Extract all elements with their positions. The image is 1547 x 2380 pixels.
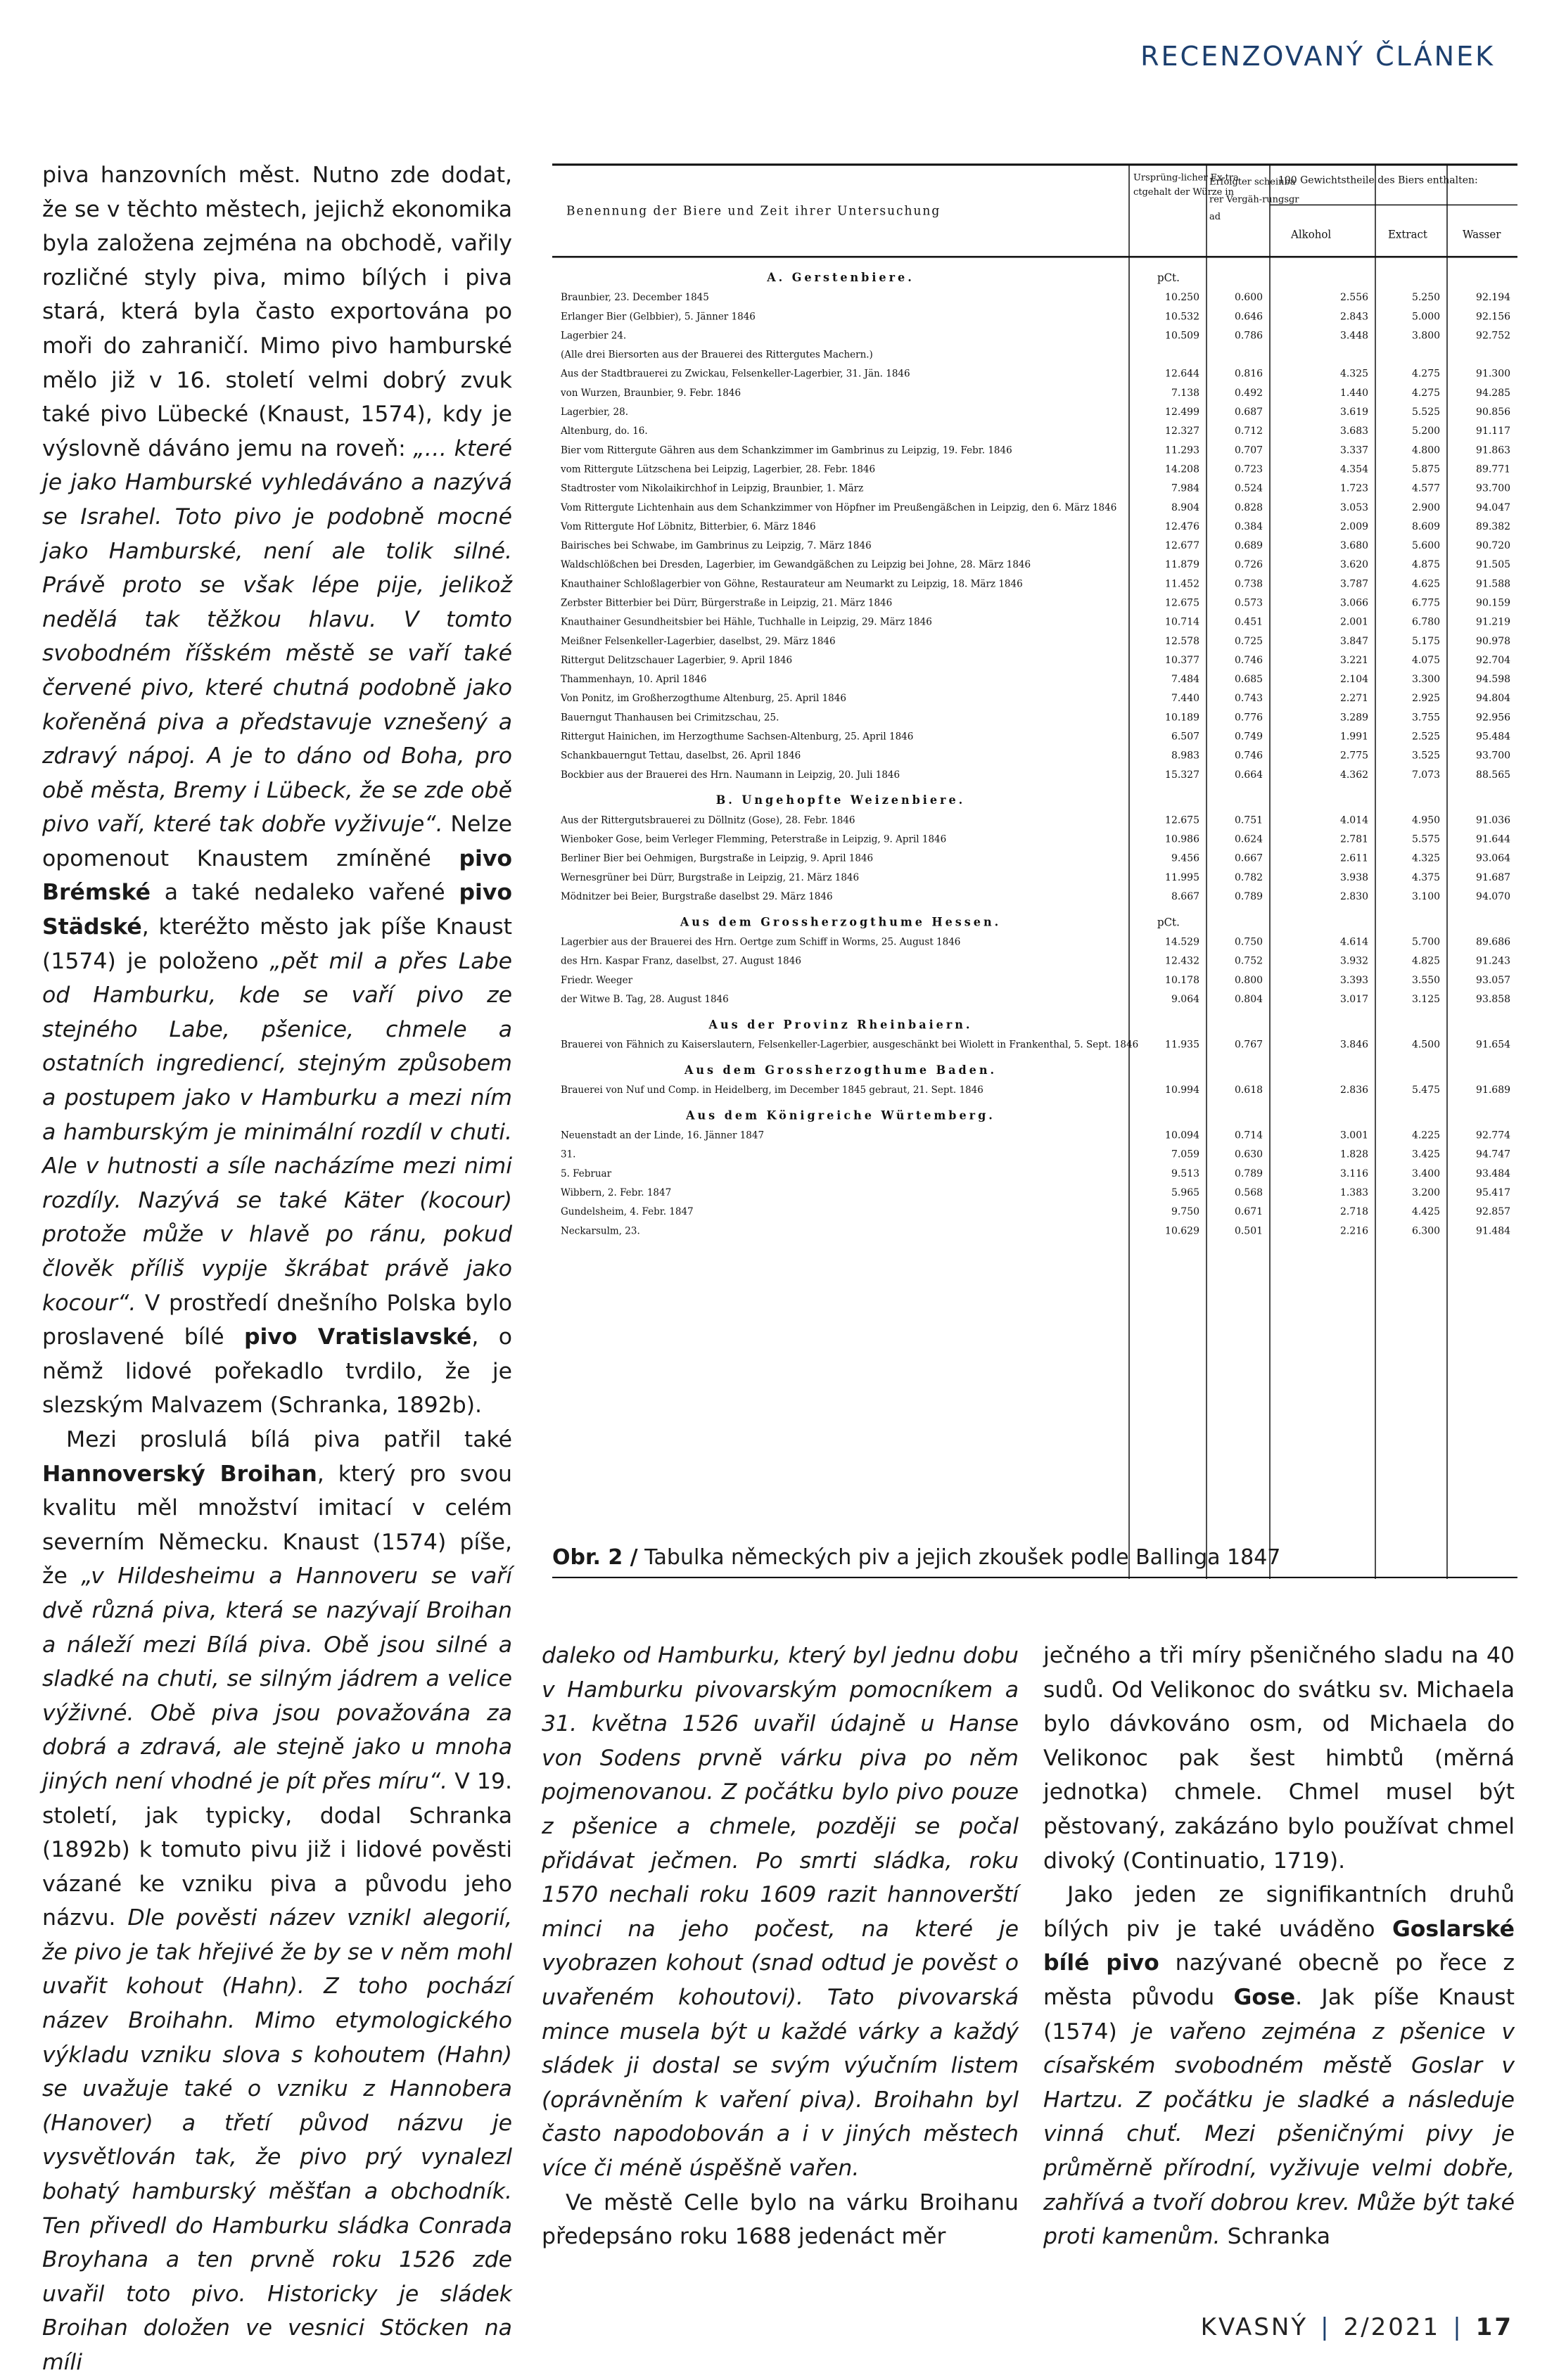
- table-row-name: Brauerei von Fähnich zu Kaiserslautern, Felsenkeller-Lagerbier, ausgeschänkt bei Wiolett in Frankenthal, 5. Sept. 1846: [561, 1039, 1139, 1051]
- table-row-name: Mödnitzer bei Beier, Burgstraße daselbst 29. März 1846: [561, 890, 833, 903]
- header-c2c: ad: [1209, 211, 1221, 222]
- table-cell: 0.624: [1234, 833, 1263, 845]
- table-row-name: Meißner Felsenkeller-Lagerbier, daselbst, 29. März 1846: [561, 635, 836, 647]
- header-c3: Alkohol: [1291, 228, 1332, 241]
- table-cell: 0.712: [1234, 426, 1263, 437]
- table-cell: 90.720: [1476, 539, 1510, 552]
- table-cell: 0.752: [1234, 955, 1263, 967]
- table-cell: 8.983: [1171, 750, 1199, 762]
- table-cell: 5.700: [1411, 936, 1440, 948]
- table-cell: 3.400: [1411, 1167, 1440, 1179]
- table-row-name: Waldschlößchen bei Dresden, Lagerbier, im Gewandgäßchen zu Leipzig bei Johne, 28. März 1846: [561, 559, 1031, 571]
- table-cell: 4.014: [1339, 814, 1368, 826]
- table-cell: 91.243: [1476, 955, 1510, 967]
- table-cell: 2.009: [1339, 520, 1368, 532]
- table-cell: 92.752: [1476, 330, 1510, 342]
- table-cell: 93.057: [1476, 974, 1510, 986]
- table-cell: 1.828: [1339, 1149, 1368, 1160]
- caption-text: Tabulka německých piv a jejich zkoušek podle Ballinga 1847: [637, 1545, 1281, 1570]
- section-title: Aus der Provinz Rheinbaiern.: [708, 1018, 973, 1032]
- table-cell: 0.800: [1234, 974, 1263, 986]
- table-cell: 9.513: [1171, 1167, 1199, 1179]
- table-row-name: Bauerngut Thanhausen bei Crimitzschau, 25.: [561, 712, 779, 724]
- table-row-name: Knauthainer Schloßlagerbier von Göhne, Restaurateur am Neumarkt zu Leipzig, 18. März 1846: [561, 578, 1023, 590]
- table-cell: 3.525: [1411, 750, 1440, 762]
- table-cell: 12.476: [1165, 520, 1199, 532]
- table-cell: 6.775: [1411, 597, 1440, 609]
- table-row-name: Knauthainer Gesundheitsbier bei Hähle, Tuchhalle in Leipzig, 29. März 1846: [561, 616, 932, 628]
- table-cell: 93.700: [1476, 750, 1510, 762]
- table-cell: 12.327: [1165, 426, 1199, 437]
- table-cell: 6.780: [1411, 616, 1440, 628]
- table-cell: 5.250: [1411, 292, 1440, 304]
- table-cell: 12.675: [1165, 814, 1199, 826]
- table-cell: 0.568: [1234, 1186, 1263, 1199]
- table-row-name: Bier vom Rittergute Gähren aus dem Schankzimmer im Gambrinus zu Leipzig, 19. Febr. 1846: [561, 444, 1012, 456]
- text-column-3: [1043, 1639, 1515, 2254]
- table-cell: 2.001: [1339, 616, 1368, 628]
- table-cell: 3.116: [1339, 1167, 1368, 1179]
- table-cell: 91.654: [1476, 1039, 1510, 1051]
- table-cell: 3.125: [1411, 993, 1440, 1005]
- table-cell: 7.440: [1171, 693, 1199, 705]
- table-row-name: Schankbauerngut Tettau, daselbst, 26. April 1846: [561, 750, 801, 762]
- table-row-name: 5. Februar: [561, 1167, 612, 1179]
- table-cell: 3.932: [1339, 955, 1368, 967]
- table-cell: 11.452: [1165, 578, 1199, 590]
- table-cell: 2.836: [1339, 1084, 1368, 1096]
- table-row-name: Rittergut Delitzschauer Lagerbier, 9. April 1846: [561, 654, 793, 667]
- table-cell: 5.525: [1411, 406, 1440, 418]
- table-row-name: Lagerbier, 28.: [561, 406, 629, 418]
- section-title: A. Gerstenbiere.: [767, 270, 915, 285]
- table-cell: 4.500: [1411, 1039, 1440, 1051]
- table-cell: 4.577: [1411, 482, 1440, 494]
- table-cell: 4.625: [1411, 578, 1440, 590]
- table-cell: 11.995: [1165, 871, 1199, 883]
- table-row-name: Erlanger Bier (Gelbbier), 5. Jänner 1846: [561, 311, 756, 323]
- table-cell: 2.830: [1339, 890, 1368, 903]
- table-cell: 15.327: [1165, 769, 1199, 781]
- table-cell: 0.751: [1234, 814, 1263, 826]
- table-cell: 0.492: [1234, 387, 1263, 399]
- table-cell: 5.965: [1171, 1186, 1199, 1199]
- table-cell: 4.275: [1411, 387, 1440, 399]
- table-cell: 91.036: [1476, 814, 1510, 826]
- table-cell: 3.066: [1339, 597, 1368, 609]
- table-cell: 0.685: [1234, 673, 1263, 686]
- header-c5: Wasser: [1463, 228, 1501, 241]
- table-cell: 3.448: [1339, 330, 1368, 342]
- table-cell: 2.556: [1339, 292, 1368, 304]
- table-cell: 0.723: [1234, 463, 1263, 475]
- table-cell: 3.680: [1339, 539, 1368, 552]
- table-cell: 94.598: [1476, 673, 1510, 686]
- table-cell: 4.075: [1411, 654, 1440, 667]
- section-title: B. Ungehopfte Weizenbiere.: [715, 793, 966, 807]
- table-cell: 10.377: [1165, 654, 1199, 667]
- table-cell: 4.425: [1411, 1206, 1440, 1218]
- table-row-name: (Alle drei Biersorten aus der Brauerei des Rittergutes Machern.): [561, 349, 873, 361]
- section-title: Aus dem Königreiche Würtemberg.: [686, 1108, 995, 1122]
- table-cell: 3.846: [1339, 1039, 1368, 1051]
- table-cell: 92.774: [1476, 1130, 1510, 1141]
- table-cell: 0.689: [1234, 539, 1263, 552]
- text-column-2: [542, 1639, 1019, 2254]
- table-cell: 2.104: [1339, 673, 1368, 686]
- table-cell: 92.956: [1476, 712, 1510, 724]
- table-cell: 0.789: [1234, 890, 1263, 903]
- table-cell: 95.417: [1476, 1186, 1510, 1199]
- header-c1b: ctgehalt der Würze in: [1133, 186, 1234, 198]
- figure-caption: [552, 1545, 1280, 1570]
- table-cell: 2.718: [1339, 1206, 1368, 1218]
- table-cell: 2.525: [1411, 731, 1440, 743]
- table-row-name: vom Rittergute Lützschena bei Leipzig, Lagerbier, 28. Febr. 1846: [561, 463, 876, 475]
- table-cell: 5.200: [1411, 426, 1440, 437]
- table-cell: 93.064: [1476, 852, 1510, 864]
- page-footer: [1201, 2313, 1513, 2341]
- paragraph: ječného a tři míry pšeničného sladu na 40 sudů. Od Velikonoc do svátku sv. Michaela bylo dávkováno osm, od Michaela do Velikonoc pak šest himbtů (měrná jednotka) chmele. Chmel musel být pěstovaný, zakázáno bylo používat chmel divoký (Continuatio, 1719).: [1043, 1643, 1515, 1874]
- table-row-name: Braunbier, 23. December 1845: [561, 292, 709, 304]
- paragraph: piva hanzovních měst. Nutno zde dodat, že se v těchto městech, jejichž ekonomika byla založena zejména na obchodě, vařily rozličné styly piva, mimo bílých i piva stará, která byla často exportována po moři do zahraničí. Mimo pivo hamburské mělo již v 16. století velmi dobrý zvuk také pivo Lübecké (Knaust, 1574), kdy je výslovně dáváno jemu na roveň: „… které je jako Hamburské vyhledáváno a nazývá se Israhel. Toto pivo je podobně mocné jako Hamburské, není ale tolik silné. Právě proto se však lépe pije, jelikož nedělá tak těžkou hlavu. V tomto svobodném říšském městě se vaří také červené pivo, které chutná podobně jako kořeněná piva a představuje vznešený a zdravý nápoj. A je to dáno od Boha, pro obě města, Bremy i Lübeck, že se zde obě pivo vaří, které tak dobře vyživuje“. Nelze opomenout Knaustem zmíněné pivo Brémské a také nedaleko vařené pivo Städské, kteréžto město jak píše Knaust (1574) je položeno „pět mil a přes Labe od Hamburku, kde se vaří pivo ze stejného Labe, pšenice, chmele a ostatních ingrediencí, stejným způsobem a postupem jako v Hamburku a mezi ním a hamburským je minimální rozdíl v chuti. Ale v hutnosti a síle nacházíme mezi nimi rozdíly. Nazývá se také Käter (kocour) protože může v hlavě po ránu, pokud člověk příliš vypije škrábat právě jako kocour“. V prostředí dnešního Polska bylo proslavené bílé pivo Vratislavské, o němž lidové pořekadlo tvrdilo, že je slezským Malvazem (Schranka, 1892b).: [42, 162, 512, 1419]
- table-cell: 91.219: [1476, 616, 1510, 628]
- table-cell: 4.875: [1411, 559, 1440, 571]
- table-cell: 3.425: [1411, 1149, 1440, 1160]
- paragraph: Ve městě Celle bylo na várku Broihanu předepsáno roku 1688 jedenáct měr: [542, 2189, 1019, 2250]
- footer-separator: |: [1453, 2313, 1463, 2341]
- table-cell: 12.644: [1165, 368, 1199, 380]
- table-cell: 3.337: [1339, 444, 1368, 456]
- table-cell: 0.451: [1234, 616, 1263, 628]
- table-cell: 3.393: [1339, 974, 1368, 986]
- table-cell: 9.064: [1171, 993, 1199, 1005]
- table-cell: 3.001: [1339, 1130, 1368, 1141]
- table-cell: 5.175: [1411, 635, 1440, 647]
- issue-number: 2/2021: [1343, 2313, 1441, 2341]
- table-cell: 4.325: [1339, 368, 1368, 380]
- header-c1: Ursprüng-licher Ex-tra: [1133, 172, 1239, 184]
- table-cell: 0.671: [1234, 1206, 1263, 1218]
- table-cell: 0.667: [1234, 852, 1263, 864]
- table-cell: 0.725: [1234, 635, 1263, 647]
- table-cell: 0.816: [1234, 368, 1263, 380]
- table-cell: 2.781: [1339, 833, 1368, 845]
- table-cell: 0.646: [1234, 311, 1263, 323]
- table-cell: 10.986: [1165, 833, 1199, 845]
- table-cell: 91.863: [1476, 444, 1510, 456]
- table-cell: 4.354: [1339, 463, 1368, 475]
- table-cell: 0.600: [1234, 292, 1263, 304]
- table-cell: 0.746: [1234, 750, 1263, 762]
- table-cell: 0.782: [1234, 871, 1263, 883]
- table-cell: 4.825: [1411, 955, 1440, 967]
- table-cell: 91.687: [1476, 871, 1510, 883]
- table-row-name: der Witwe B. Tag, 28. August 1846: [561, 993, 729, 1005]
- table-cell: 90.159: [1476, 597, 1510, 609]
- table-cell: 91.484: [1476, 1225, 1510, 1237]
- header-c4: Extract: [1388, 228, 1427, 241]
- table-cell: 91.689: [1476, 1084, 1510, 1096]
- table-cell: 0.664: [1234, 769, 1263, 781]
- table-cell: 93.484: [1476, 1167, 1510, 1179]
- section-title: Aus dem Grossherzogthume Hessen.: [680, 915, 1002, 929]
- table-cell: 0.746: [1234, 654, 1263, 667]
- caption-label: Obr. 2 /: [552, 1545, 638, 1570]
- table-cell: 8.609: [1411, 520, 1440, 532]
- table-row-name: Stadtroster vom Nikolaikirchhof in Leipzig, Braunbier, 1. März: [561, 482, 864, 494]
- table-row-name: Vom Rittergute Hof Löbnitz, Bitterbier, 6. März 1846: [561, 520, 816, 532]
- table-cell: 90.856: [1476, 406, 1510, 418]
- table-row-name: Wienboker Gose, beim Verleger Flemming, Peterstraße in Leipzig, 9. April 1846: [561, 833, 947, 845]
- table-cell: 8.667: [1171, 890, 1199, 903]
- table-cell: 90.978: [1476, 635, 1510, 647]
- table-row-name: Wibbern, 2. Febr. 1847: [561, 1186, 672, 1199]
- table-cell: 6.507: [1171, 731, 1199, 743]
- table-cell: 89.382: [1476, 520, 1510, 532]
- table-cell: 0.786: [1234, 330, 1263, 342]
- table-cell: 0.618: [1234, 1084, 1263, 1096]
- table-cell: 0.707: [1234, 444, 1263, 456]
- table-cell: 3.800: [1411, 330, 1440, 342]
- header-group: 100 Gewichtstheile des Biers enthalten:: [1278, 174, 1478, 186]
- table-cell: 2.216: [1339, 1225, 1368, 1237]
- paragraph: daleko od Hamburku, který byl jednu dobu v Hamburku pivovarským pomocníkem a 31. května 1526 uvařil údajně u Hanse von Sodens prvně várku piva po něm pojmenovanou. Z počátku bylo pivo pouze z pšenice a chmele, později se počal přidávat ječmen. Po smrti sládka, roku 1570 nechali roku 1609 razit hannoverští minci na jeho počest, na které je vyobrazen kohout (snad odtud je pověst o uvařeném kohoutovi). Tato pivovarská mince musela být u každé várky a každý sládek ji dostal se svým výučním listem (oprávněním k vaření piva). Broihahn byl často napodobován a i v jiných městech více či méně úspěšně vařen.: [542, 1643, 1019, 2181]
- table-cell: 14.208: [1165, 463, 1199, 475]
- beer-analysis-table: [552, 163, 1517, 1579]
- table-cell: 1.440: [1339, 387, 1368, 399]
- table-cell: 0.750: [1234, 936, 1263, 948]
- table-cell: 94.070: [1476, 890, 1510, 903]
- table-cell: 5.875: [1411, 463, 1440, 475]
- table-cell: 92.857: [1476, 1206, 1510, 1218]
- table-row-name: Bairisches bei Schwabe, im Gambrinus zu Leipzig, 7. März 1846: [561, 539, 872, 552]
- table-cell: 91.300: [1476, 368, 1510, 380]
- table-cell: 4.800: [1411, 444, 1440, 456]
- table-row-name: Aus der Rittergutsbrauerei zu Döllnitz (Gose), 28. Febr. 1846: [561, 814, 855, 826]
- table-row-name: Wernesgrüner bei Dürr, Burgstraße in Leipzig, 21. März 1846: [561, 871, 860, 883]
- table-cell: 94.804: [1476, 693, 1510, 705]
- table-cell: 92.704: [1476, 654, 1510, 667]
- text-column-1: [42, 158, 512, 2380]
- table-row-name: des Hrn. Kaspar Franz, daselbst, 27. August 1846: [561, 955, 801, 967]
- table-cell: 0.687: [1234, 406, 1263, 418]
- table-cell: 10.094: [1165, 1130, 1199, 1141]
- table-row-name: Rittergut Hainichen, im Herzogthume Sachsen-Altenburg, 25. April 1846: [561, 731, 914, 743]
- table-cell: 4.375: [1411, 871, 1440, 883]
- table-cell: 12.677: [1165, 539, 1199, 552]
- table-row-name: Zerbster Bitterbier bei Dürr, Bürgerstraße in Leipzig, 21. März 1846: [561, 597, 893, 609]
- table-cell: 7.073: [1411, 769, 1440, 781]
- table-cell: 7.984: [1171, 482, 1199, 494]
- table-cell: 7.138: [1171, 387, 1199, 399]
- table-cell: 10.629: [1165, 1225, 1199, 1237]
- table-cell: 93.700: [1476, 482, 1510, 494]
- table-row-name: Altenburg, do. 16.: [561, 426, 648, 437]
- table-cell: 0.749: [1234, 731, 1263, 743]
- table-cell: 0.828: [1234, 501, 1263, 513]
- table-cell: 1.991: [1339, 731, 1368, 743]
- table-cell: 0.714: [1234, 1130, 1263, 1141]
- table-cell: 89.771: [1476, 463, 1510, 475]
- header-name-col: Benennung der Biere und Zeit ihrer Untersuchung: [566, 204, 941, 219]
- table-cell: 2.900: [1411, 501, 1440, 513]
- table-cell: 95.484: [1476, 731, 1510, 743]
- table-cell: 2.925: [1411, 693, 1440, 705]
- table-cell: 10.509: [1165, 330, 1199, 342]
- section-unit: pCt.: [1157, 271, 1180, 285]
- table-row-name: Von Ponitz, im Großherzogthume Altenburg, 25. April 1846: [561, 693, 846, 705]
- table-cell: 3.619: [1339, 406, 1368, 418]
- table-cell: 0.738: [1234, 578, 1263, 590]
- table-cell: 3.683: [1339, 426, 1368, 437]
- table-cell: 91.644: [1476, 833, 1510, 845]
- table-cell: 5.600: [1411, 539, 1440, 552]
- table-cell: 0.501: [1234, 1225, 1263, 1237]
- table-row-name: Lagerbier aus der Brauerei des Hrn. Oertge zum Schiff in Worms, 25. August 1846: [561, 936, 961, 948]
- table-cell: 2.843: [1339, 311, 1368, 323]
- table-cell: 2.271: [1339, 693, 1368, 705]
- table-cell: 3.550: [1411, 974, 1440, 986]
- page-number: 17: [1475, 2313, 1513, 2341]
- table-row-name: Friedr. Weeger: [561, 974, 633, 986]
- table-cell: 3.755: [1411, 712, 1440, 724]
- table-cell: 12.432: [1165, 955, 1199, 967]
- table-cell: 4.950: [1411, 814, 1440, 826]
- table-row-name: von Wurzen, Braunbier, 9. Febr. 1846: [561, 387, 741, 399]
- table-cell: 0.804: [1234, 993, 1263, 1005]
- table-cell: 7.059: [1171, 1149, 1199, 1160]
- table-cell: 3.289: [1339, 712, 1368, 724]
- table-cell: 89.686: [1476, 936, 1510, 948]
- table-cell: 2.775: [1339, 750, 1368, 762]
- table-cell: 10.250: [1165, 292, 1199, 304]
- table-cell: 11.879: [1165, 559, 1199, 571]
- table-row-name: Gundelsheim, 4. Febr. 1847: [561, 1206, 694, 1218]
- table-cell: 94.047: [1476, 501, 1510, 513]
- table-cell: 0.767: [1234, 1039, 1263, 1051]
- table-row-name: 31.: [561, 1149, 576, 1160]
- table-row-name: Neuenstadt an der Linde, 16. Jänner 1847: [561, 1130, 765, 1141]
- table-cell: 4.225: [1411, 1130, 1440, 1141]
- table-cell: 0.743: [1234, 693, 1263, 705]
- table-cell: 5.475: [1411, 1084, 1440, 1096]
- table-cell: 88.565: [1476, 769, 1510, 781]
- table-cell: 14.529: [1165, 936, 1199, 948]
- paragraph: Mezi proslulá bílá piva patřil také Hannoverský Broihan, který pro svou kvalitu měl množství imitací v celém severním Německu. Knaust (1574) píše, že „v Hildesheimu a Hannoveru se vaří dvě různá piva, která se nazývají Broihan a náleží mezi Bílá piva. Obě jsou silné a sladké na chuti, se silným jádrem a velice výživné. Obě piva jsou považována za dobrá a zdravá, ale stejně jako u mnoha jiných není vhodné je pít přes míru“. V 19. století, jak typicky, dodal Schranka (1892b) k tomuto pivu již i lidové pověsti vázané ke vzniku piva a původu jeho názvu. Dle pověsti název vznikl alegorií, že pivo je tak hřejivé že by se v něm mohl uvařit kohout (Hahn). Z toho pochází název Broihahn. Mimo etymologického výkladu vzniku slova s kohoutem (Hahn) se uvažuje také o vzniku z Hannobera (Hanover) a třetí původ názvu je vysvětlován tak, že pivo prý vynalezl bohatý hamburský měšťan a obchodník. Ten přivedl do Hamburku sládka Conrada Broyhana a ten prvně roku 1526 zde uvařil toto pivo. Historicky je sládek Broihan doložen ve vesnici Stöcken na míli: [42, 1426, 512, 2375]
- table-cell: 11.935: [1165, 1039, 1199, 1051]
- table-row-name: Thammenhayn, 10. April 1846: [561, 673, 707, 686]
- table-cell: 0.524: [1234, 482, 1263, 494]
- table-cell: 10.714: [1165, 616, 1199, 628]
- table-cell: 4.275: [1411, 368, 1440, 380]
- table-cell: 3.847: [1339, 635, 1368, 647]
- table-cell: 10.189: [1165, 712, 1199, 724]
- table-cell: 12.499: [1165, 406, 1199, 418]
- table-cell: 92.194: [1476, 292, 1510, 304]
- footer-separator: |: [1320, 2313, 1331, 2341]
- table-cell: 3.100: [1411, 890, 1440, 903]
- table-cell: 12.578: [1165, 635, 1199, 647]
- table-cell: 3.200: [1411, 1186, 1440, 1199]
- table-row-name: Bockbier aus der Brauerei des Hrn. Naumann in Leipzig, 20. Juli 1846: [561, 769, 900, 781]
- table-cell: 1.383: [1339, 1186, 1368, 1199]
- section-unit: pCt.: [1157, 916, 1180, 929]
- table-cell: 0.384: [1234, 520, 1263, 532]
- table-cell: 12.675: [1165, 597, 1199, 609]
- table-row-name: Lagerbier 24.: [561, 330, 627, 342]
- table-cell: 94.285: [1476, 387, 1510, 399]
- table-cell: 3.017: [1339, 993, 1368, 1005]
- table-cell: 3.938: [1339, 871, 1368, 883]
- table-row-name: Neckarsulm, 23.: [561, 1225, 640, 1237]
- header-c2: Erfolgter scheinba: [1209, 177, 1296, 188]
- table-cell: 0.573: [1234, 597, 1263, 609]
- table-cell: 91.588: [1476, 578, 1510, 590]
- table-cell: 1.723: [1339, 482, 1368, 494]
- section-label: RECENZOVANÝ ČLÁNEK: [1140, 41, 1495, 72]
- table-cell: 6.300: [1411, 1225, 1440, 1237]
- table-cell: 11.293: [1165, 444, 1199, 456]
- paragraph: Jako jeden ze signifikantních druhů bílých piv je také uváděno Goslarské bílé pivo nazývané obecně po řece z města původu Gose. Jak píše Knaust (1574) je vařeno zejména z pšenice v císařském svobodném městě Goslar v Hartzu. Z počátku je sladké a následuje vinná chuť. Mezi pšeničnými pivy je průměrně přírodní, vyživuje velmi dobře, zahřívá a tvoří dobrou krev. Může být také proti kamenům. Schranka: [1043, 1882, 1515, 2250]
- table-cell: 7.484: [1171, 673, 1199, 686]
- table-row-name: Brauerei von Nuf und Comp. in Heidelberg, im December 1845 gebraut, 21. Sept. 1846: [561, 1084, 983, 1096]
- historical-table-figure: [552, 163, 1517, 1579]
- table-cell: 3.787: [1339, 578, 1368, 590]
- table-row-name: Vom Rittergute Lichtenhain aus dem Schankzimmer von Höpfner im Preußengäßchen in Leipzig, den 6. März 1846: [561, 501, 1117, 513]
- table-row-name: Berliner Bier bei Oehmigen, Burgstraße in Leipzig, 9. April 1846: [561, 852, 874, 864]
- table-cell: 5.575: [1411, 833, 1440, 845]
- table-cell: 5.000: [1411, 311, 1440, 323]
- journal-name: KVASNÝ: [1200, 2313, 1309, 2341]
- table-cell: 91.117: [1476, 426, 1510, 437]
- table-cell: 9.456: [1171, 852, 1199, 864]
- table-cell: 0.776: [1234, 712, 1263, 724]
- table-cell: 0.789: [1234, 1167, 1263, 1179]
- table-cell: 4.362: [1339, 769, 1368, 781]
- table-cell: 10.532: [1165, 311, 1199, 323]
- table-cell: 8.904: [1171, 501, 1199, 513]
- table-cell: 10.994: [1165, 1084, 1199, 1096]
- table-cell: 93.858: [1476, 993, 1510, 1005]
- section-title: Aus dem Grossherzogthume Baden.: [684, 1063, 998, 1077]
- table-cell: 10.178: [1165, 974, 1199, 986]
- table-cell: 4.325: [1411, 852, 1440, 864]
- table-cell: 3.620: [1339, 559, 1368, 571]
- table-cell: 92.156: [1476, 311, 1510, 323]
- table-cell: 91.505: [1476, 559, 1510, 571]
- table-row-name: Aus der Stadtbrauerei zu Zwickau, Felsenkeller-Lagerbier, 31. Jän. 1846: [561, 368, 910, 380]
- table-cell: 0.726: [1234, 559, 1263, 571]
- table-cell: 3.053: [1339, 501, 1368, 513]
- table-cell: 94.747: [1476, 1149, 1510, 1160]
- table-cell: 4.614: [1339, 936, 1368, 948]
- table-cell: 3.300: [1411, 673, 1440, 686]
- table-cell: 9.750: [1171, 1206, 1199, 1218]
- header-c2b: rer Vergäh-rungsgr: [1209, 194, 1299, 205]
- table-cell: 2.611: [1339, 852, 1368, 864]
- table-cell: 0.630: [1234, 1149, 1263, 1160]
- table-cell: 3.221: [1339, 654, 1368, 667]
